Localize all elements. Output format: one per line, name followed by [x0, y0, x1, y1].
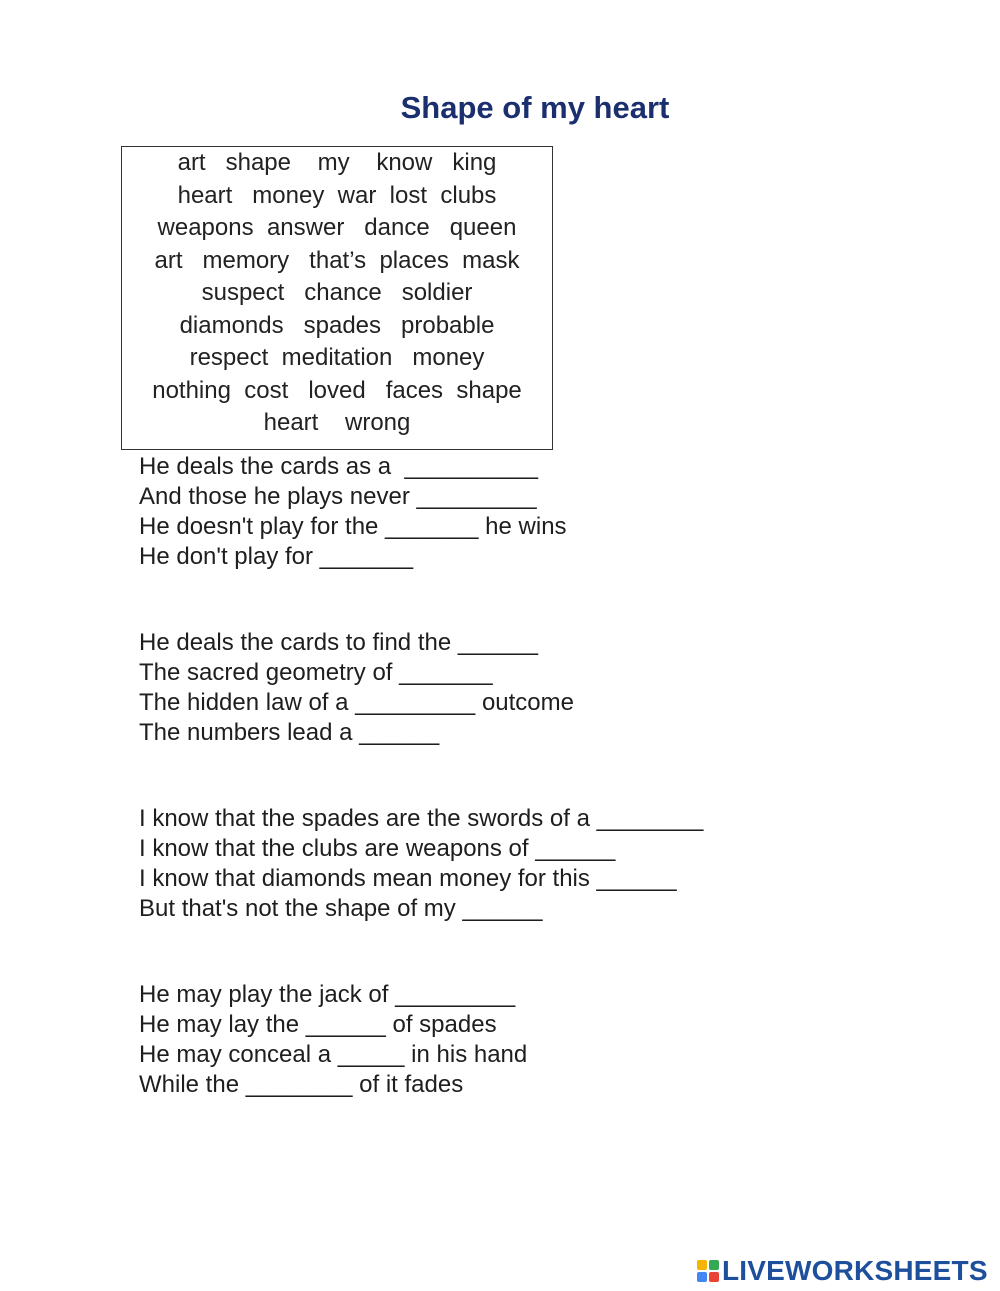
logo-text: LIVEWORKSHEETS — [722, 1255, 988, 1286]
verse-1 — [139, 452, 567, 572]
logo-block — [697, 1260, 707, 1270]
word-bank-line: diamonds spades probable — [179, 311, 495, 339]
word-bank-line: weapons answer dance queen — [157, 214, 517, 241]
lyric-line: I know that the clubs are weapons of ______ — [139, 835, 616, 862]
lyric-line: But that's not the shape of my ______ — [139, 895, 543, 922]
lyric-line: He may lay the ______ of spades — [139, 1011, 497, 1038]
word-bank-line: respect meditation money — [189, 344, 485, 371]
lyric-line: And those he plays never _________ — [139, 483, 537, 510]
word-bank-line: heart money war lost clubs — [177, 181, 497, 209]
verse-2 — [139, 628, 574, 748]
page-title: Shape of my heart — [400, 90, 670, 125]
logo-blocks-icon — [697, 1260, 719, 1282]
logo-block — [697, 1272, 707, 1282]
lyric-line: He deals the cards as a __________ — [139, 453, 538, 480]
lyric-line: The numbers lead a ______ — [139, 719, 440, 746]
verse-4 — [139, 980, 527, 1100]
lyric-line: He doesn't play for the _______ he wins — [139, 513, 567, 540]
word-bank-line: nothing cost loved faces shape — [152, 376, 522, 404]
logo-block — [709, 1260, 719, 1270]
word-bank-box — [121, 146, 553, 450]
lyric-line: The hidden law of a _________ outcome — [139, 689, 574, 716]
word-bank-line: art memory that’s places mask — [154, 246, 520, 274]
lyric-line: I know that the spades are the swords of a ________ — [139, 805, 704, 832]
liveworksheets-logo — [697, 1256, 988, 1286]
word-bank-line: art shape my know king — [177, 149, 497, 176]
lyric-line: While the ________ of it fades — [139, 1071, 464, 1098]
logo-block — [709, 1272, 719, 1282]
word-bank-line: suspect chance soldier — [201, 279, 473, 306]
verse-3 — [139, 804, 703, 924]
word-bank-line: heart wrong — [263, 409, 411, 436]
lyric-line: He don't play for _______ — [139, 543, 414, 570]
lyric-line: The sacred geometry of _______ — [139, 659, 493, 686]
lyric-line: He may conceal a _____ in his hand — [139, 1041, 528, 1068]
lyric-line: He deals the cards to find the ______ — [139, 629, 538, 656]
lyric-line: He may play the jack of _________ — [139, 981, 516, 1008]
lyric-line: I know that diamonds mean money for this ______ — [139, 865, 677, 892]
